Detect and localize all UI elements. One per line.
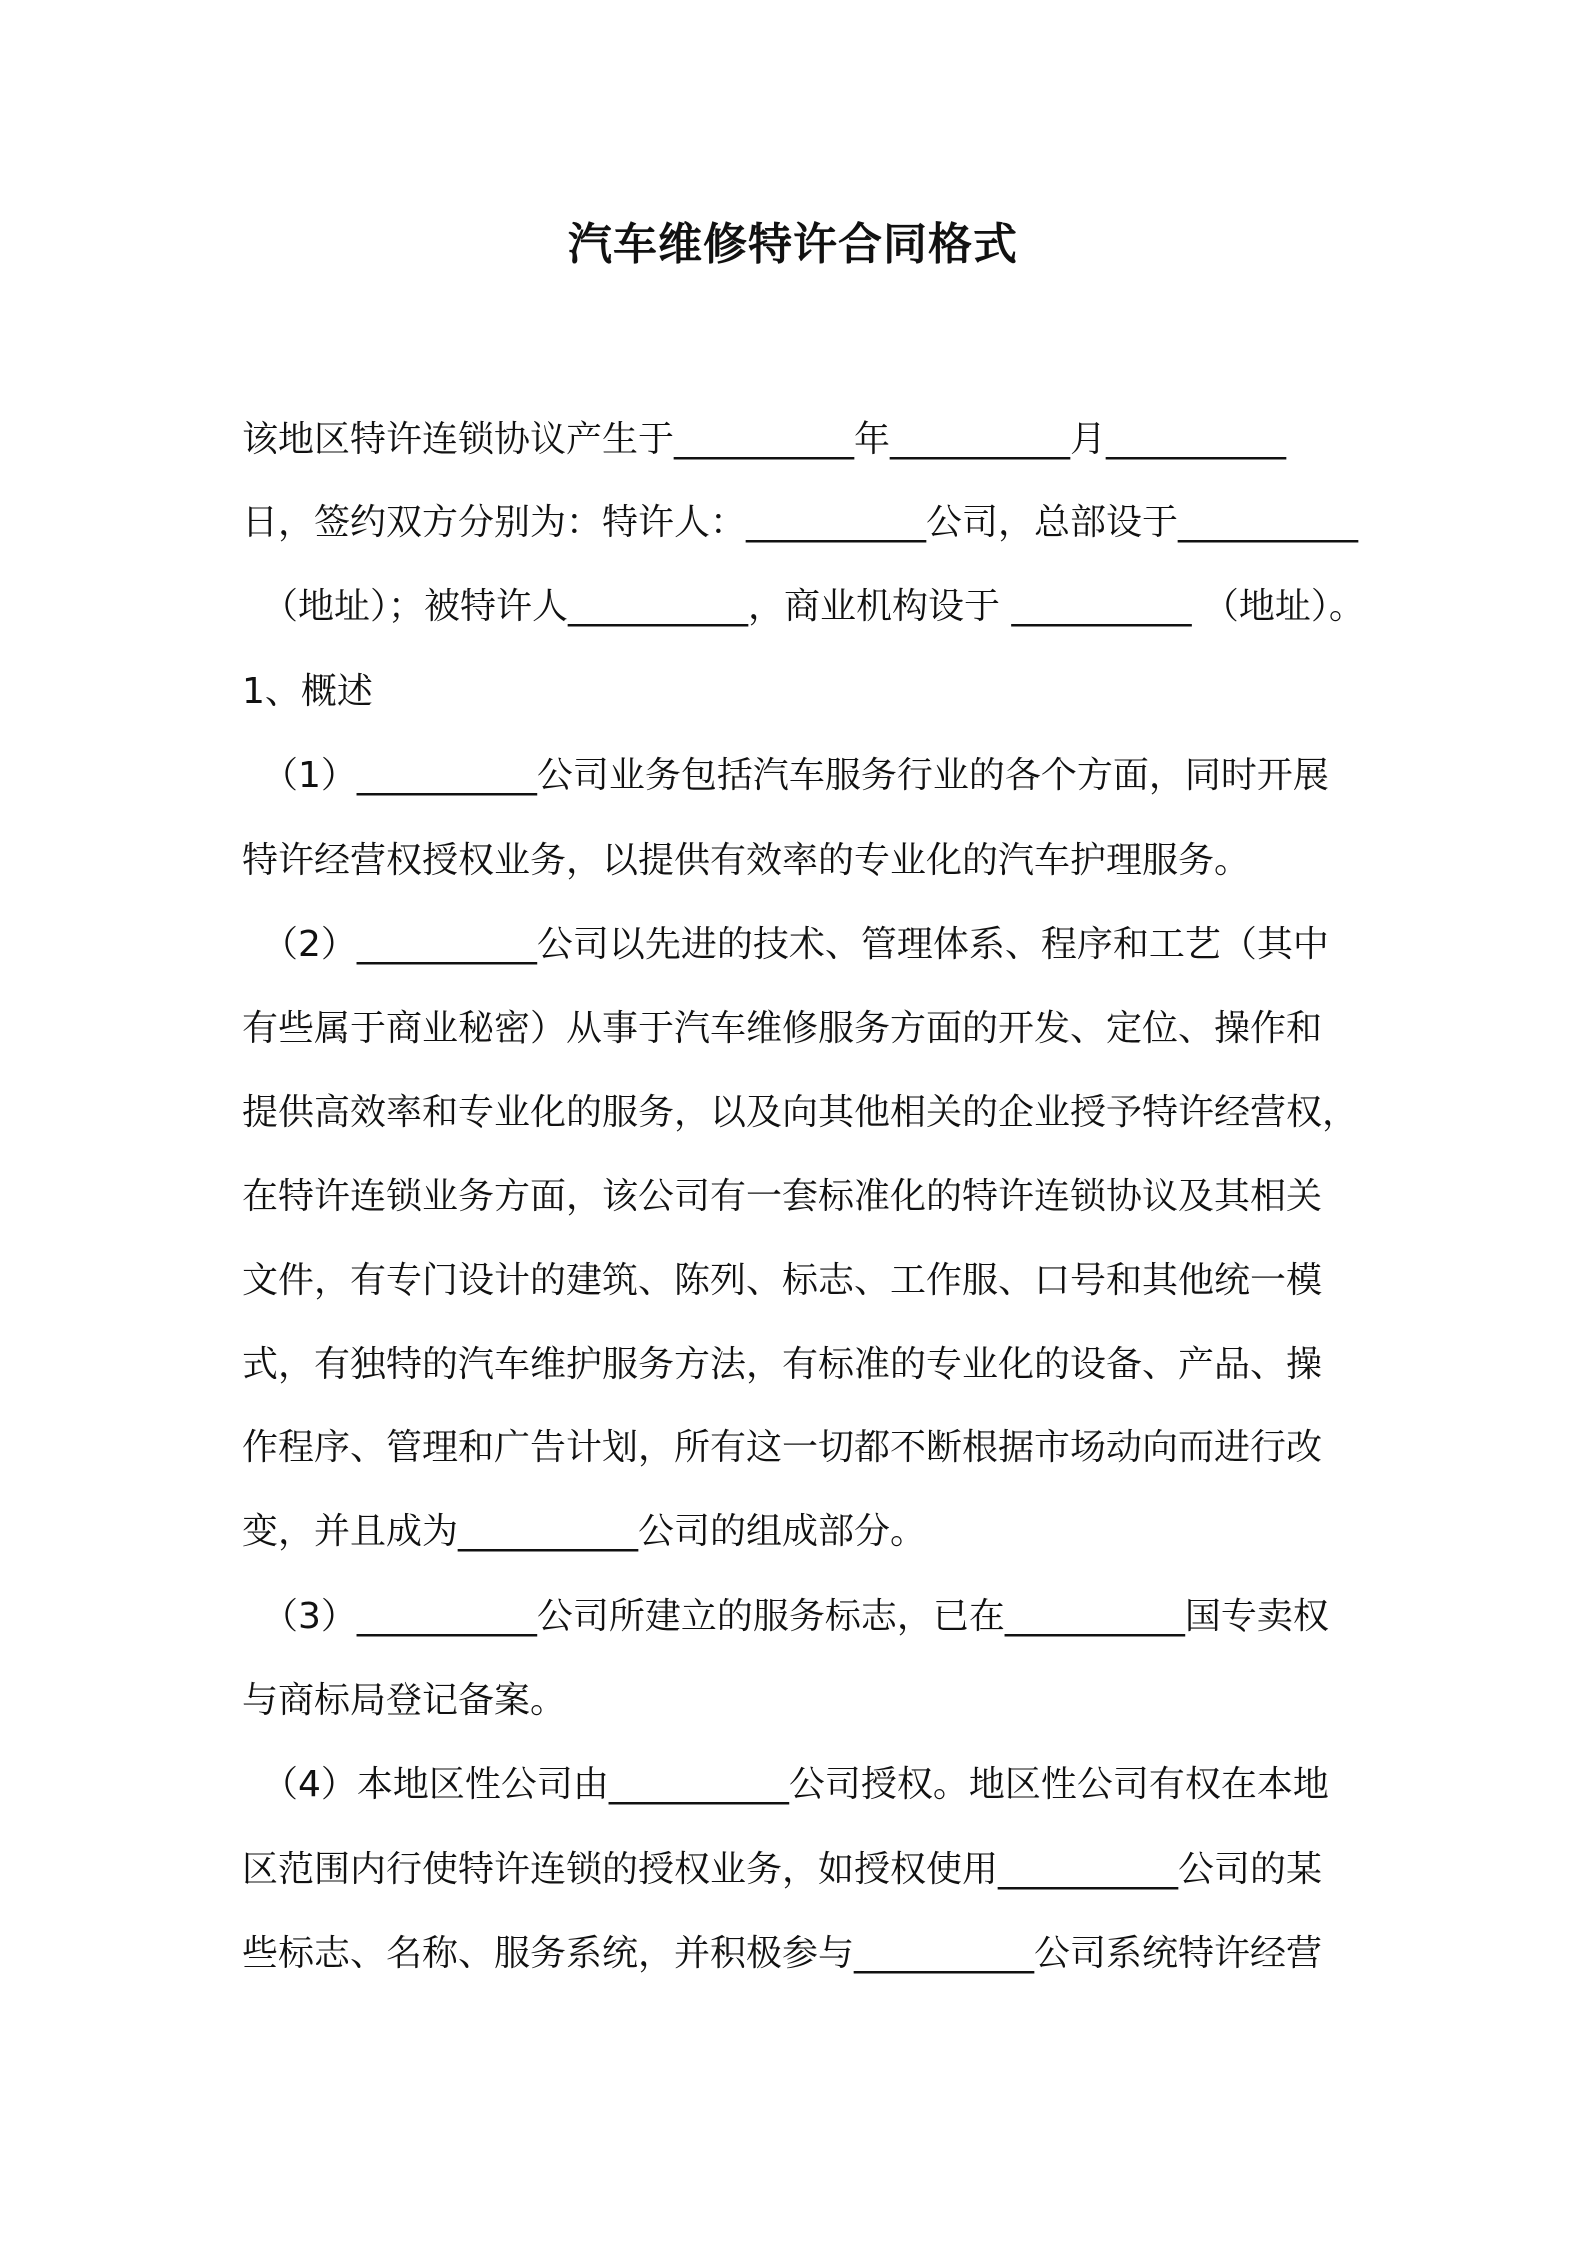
text-line: 式，有独特的汽车维护服务方法，有标准的专业化的设备、产品、操 bbox=[242, 1344, 1323, 1385]
text-line: 日，签约双方分别为：特许人：__________公司，总部设于__________ bbox=[242, 502, 1359, 543]
text-line: （3）__________公司所建立的服务标志，已在__________国专卖权 bbox=[262, 1596, 1329, 1637]
text-line: （2）__________公司以先进的技术、管理体系、程序和工艺（其中 bbox=[262, 924, 1329, 965]
text-line: 提供高效率和专业化的服务，以及向其他相关的企业授予特许经营权， bbox=[242, 1092, 1359, 1133]
text-line: 文件，有专门设计的建筑、陈列、标志、工作服、口号和其他统一模 bbox=[242, 1260, 1323, 1301]
text-line: 该地区特许连锁协议产生于__________年__________月__________ bbox=[242, 419, 1287, 460]
text-line: 特许经营权授权业务，以提供有效率的专业化的汽车护理服务。 bbox=[242, 840, 1251, 881]
text-line: 变，并且成为__________公司的组成部分。 bbox=[242, 1511, 927, 1552]
section-heading: 1、概述 bbox=[242, 671, 373, 712]
text-line: 在特许连锁业务方面，该公司有一套标准化的特许连锁协议及其相关 bbox=[242, 1176, 1323, 1217]
text-line: 作程序、管理和广告计划，所有这一切都不断根据市场动向而进行改 bbox=[242, 1427, 1323, 1468]
text-line: 与商标局登记备案。 bbox=[242, 1680, 567, 1721]
text-line: 些标志、名称、服务系统，并积极参与__________公司系统特许经营 bbox=[242, 1933, 1323, 1974]
text-line: （4）本地区性公司由__________公司授权。地区性公司有权在本地 bbox=[262, 1764, 1329, 1805]
text-line: 有些属于商业秘密）从事于汽车维修服务方面的开发、定位、操作和 bbox=[242, 1008, 1323, 1049]
text-line: 区范围内行使特许连锁的授权业务，如授权使用__________公司的某 bbox=[242, 1849, 1323, 1890]
document-title: 汽车维修特许合同格式 bbox=[568, 219, 1018, 270]
text-line: （1）__________公司业务包括汽车服务行业的各个方面，同时开展 bbox=[262, 755, 1329, 796]
text-line: （地址）；被特许人__________，商业机构设于 __________ （地址）。 bbox=[262, 586, 1365, 627]
